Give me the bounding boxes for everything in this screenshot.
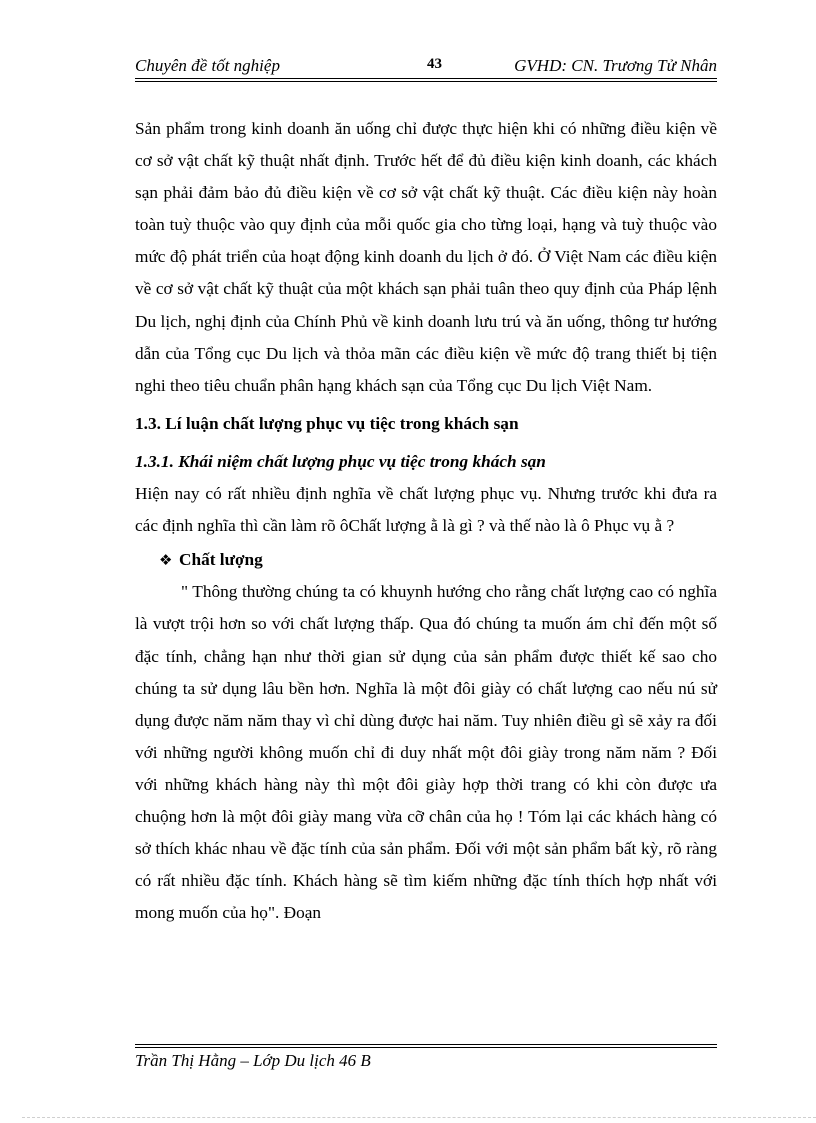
page-edge-divider (22, 1117, 816, 1118)
paragraph-facilities: Sản phẩm trong kinh doanh ăn uống chỉ được thực hiện khi có những điều kiện về cơ sở vật chất kỹ thuật nhất định. Trước hết để đủ điều kiện kinh doanh, các khách sạn phải đảm bảo đủ điều kiện về cơ sở vật chất kỹ thuật. Các điều kiện này hoàn toàn tuỳ thuộc vào quy định của mỗi quốc gia cho từng loại, hạng và tuỳ thuộc vào mức độ phát triển của hoạt động kinh doanh du lịch ở đó. Ở Việt Nam các điều kiện về cơ sở vật chất kỹ thuật của một khách sạn phải tuân theo quy định của Pháp lệnh Du lịch, nghị định của Chính Phủ về kinh doanh lưu trú và ăn uống, thông tư hướng dẫn của Tổng cục Du lịch và thỏa mãn các điều kiện về mức độ trang thiết bị tiện nghi theo tiêu chuẩn phân hạng khách sạn của Tổng cục Du lịch Việt Nam. (135, 119, 717, 395)
page-number: 43 (427, 56, 442, 72)
header-advisor: GVHD: CN. Trương Tử Nhân (514, 56, 717, 75)
section-heading-1-3-1: 1.3.1. Khái niệm chất lượng phục vụ tiệc trong khách sạn (135, 451, 546, 471)
diamond-bullet-icon: ❖ (159, 551, 173, 570)
header-rule (135, 78, 717, 82)
page-body (135, 113, 717, 929)
bullet-quality (135, 542, 717, 576)
section-heading-1-3: 1.3. Lí luận chất lượng phục vụ tiệc trong khách sạn (135, 413, 519, 433)
bullet-label: Chất lượng (179, 550, 263, 570)
paragraph-quality-quote: " Thông thường chúng ta có khuynh hướng cho rằng chất lượng cao có nghĩa là vượt trội hơn so với chất lượng thấp. Qua đó chúng ta muốn ám chỉ đến một số đặc tính, chẳng hạn như thời gian sử dụng của sản phẩm được thiết kế sao cho chúng ta sử dụng lâu bền hơn. Nghĩa là một đôi giày có chất lượng cao nếu nú sử dụng được năm năm thay vì chỉ dùng được hai năm. Tuy nhiên điều gì sẽ xảy ra đối với những người không muốn chỉ đi duy nhất một đôi giày trong năm năm ? Đối với những khách hàng này thì một đôi giày hợp thời trang có khi còn được ưa chuộng hơn là một đôi giày mang vừa cỡ chân của họ ! Tóm lại các khách hàng có sở thích khác nhau về đặc tính của sản phẩm. Đối với một sản phẩm bất kỳ, rõ ràng có rất nhiều đặc tính. Khách hàng sẽ tìm kiếm những đặc tính thích hợp nhất với mong muốn của họ". Đoạn (135, 582, 717, 923)
paragraph-definitions: Hiện nay có rất nhiều định nghĩa về chất lượng phục vụ. Nhưng trước khi đưa ra các định nghĩa thì cần làm rõ ôChất lượng ằ là gì ? và thế nào là ô Phục vụ ằ ? (135, 484, 717, 536)
header-title: Chuyên đề tốt nghiệp (135, 56, 280, 75)
page-footer: Trần Thị Hằng – Lớp Du lịch 46 B (135, 1051, 371, 1070)
footer-rule (135, 1044, 717, 1048)
page-header (135, 52, 717, 78)
